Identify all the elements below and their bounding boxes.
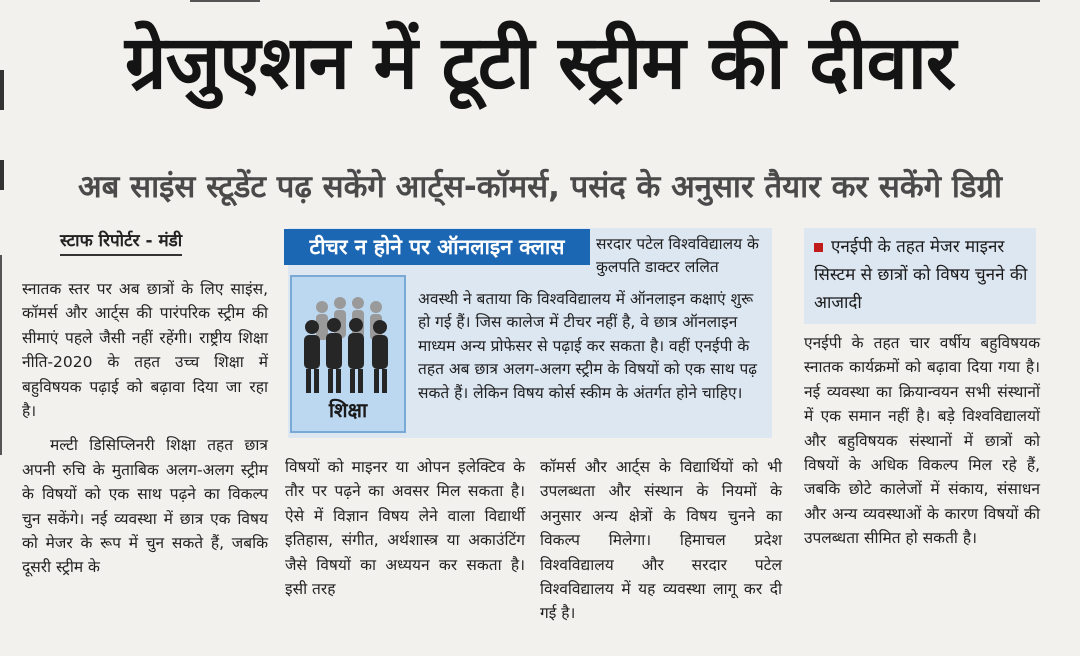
article-column-2: [285, 455, 525, 601]
top-rule-right: [830, 0, 1040, 2]
highlight-box-text-body: अवस्थी ने बताया कि विश्वविद्यालय में ऑनलाइन कक्षाएं शुरू हो गई हैं। जिस कालेज में टीचर नहीं है, वे छात्र ऑनलाइन माध्यम अन्य प्रोफेसर से पढ़ाई कर सकता है। वहीं एनईपी के तहत अब छात्र अलग-अलग स्ट्रीम के विषयों को एक साथ पढ़ सकते हैं। लेकिन विषय कोर्स स्कीम के अंतर्गत होने चाहिए।: [418, 290, 757, 402]
paragraph-2: मल्टी डिसिप्लिनरी शिक्षा तहत छात्र अपनी रुचि के मुताबिक अलग-अलग स्ट्रीम के विषयों को एक साथ पढ़ने का विकल्प चुन सकेंगे। नई व्यवस्था में छात्र एक विषय को मेजर के रूप में चुन सकते हैं, जबकि दूसरी स्ट्रीम के: [22, 436, 268, 577]
paragraph-1: स्नातक स्तर पर अब छात्रों के लिए साइंस, कॉमर्स और आर्ट्स की पारंपरिक स्ट्रीम की सीमाएं पहले जैसी नहीं रहेंगी। राष्ट्रीय शिक्षा नीति-2020 के तहत उच्च शिक्षा में बहुविषयक पढ़ाई को बढ़ावा दिया जा रहा है।: [22, 280, 268, 421]
side-highlight-content: एनईपी के तहत मेजर माइनर सिस्टम से छात्रों को विषय चुनने की आजादी: [814, 237, 1028, 313]
paragraph-3: विषयों को माइनर या ओपन इलेक्टिव के तौर पर पढ़ने का अवसर मिल सकता है। ऐसे में विज्ञान विषय लेने वाला विद्यार्थी इतिहास, संगीत, अर्थशास्त्र या अकाउंटिंग जैसे विषयों का अध्ययन कर सकता है। इसी तरह: [285, 458, 525, 599]
paragraph-5: एनईपी के तहत चार वर्षीय बहुविषयक स्नातक कार्यक्रमों को बढ़ावा दिया गया है। नई व्यवस्था का क्रियान्वयन सभी संस्थानों में एक समान नहीं है। बड़े विश्वविद्यालयों और बहुविषयक संस्थानों में छात्रों को विषयों के अधिक विकल्प मिल रहे हैं, जबकि छोटे कालेजों में संकाय, संसाधन और अन्य व्यवस्थाओं के कारण विषयों की उपलब्धता सीमित हो सकती है।: [804, 334, 1040, 548]
red-bullet-icon: [814, 243, 823, 252]
page-edge-mark: [0, 255, 2, 455]
group-of-students-icon: [292, 277, 404, 397]
education-image: [290, 275, 406, 433]
paragraph-4: कॉमर्स और आर्ट्स के विद्यार्थियों को भी उपलब्धता और संस्थान के नियमों के अनुसार अन्य क्षेत्रों के विषय चुनने का विकल्प मिलेगा। हिमाचल प्रदेश विश्वविद्यालय और सरदार पटेल विश्वविद्यालय में यह व्यवस्था लागू कर दी गई है।: [540, 458, 782, 623]
article-column-1: [22, 277, 268, 580]
headline: ग्रेजुएशन में टूटी स्ट्रीम की दीवार: [124, 20, 956, 106]
subheadline: अब साइंस स्टूडेंट पढ़ सकेंगे आर्ट्स-कॉमर्स, पसंद के अनुसार तैयार कर सकेंगे डिग्री: [77, 169, 1003, 205]
top-rule-left: [190, 0, 260, 2]
highlight-box-text-top: सरदार पटेल विश्वविद्यालय के कुलपति डाक्टर ललित: [596, 235, 759, 277]
article-column-4: [804, 331, 1040, 551]
article-column-3: [540, 455, 782, 626]
byline: स्टाफ रिपोर्टर - मंडी: [60, 228, 182, 256]
education-image-label: शिक्षा: [328, 398, 368, 422]
side-highlight-text: [814, 233, 1028, 317]
highlight-box-title: टीचर न होने पर ऑनलाइन क्लास: [284, 229, 590, 265]
